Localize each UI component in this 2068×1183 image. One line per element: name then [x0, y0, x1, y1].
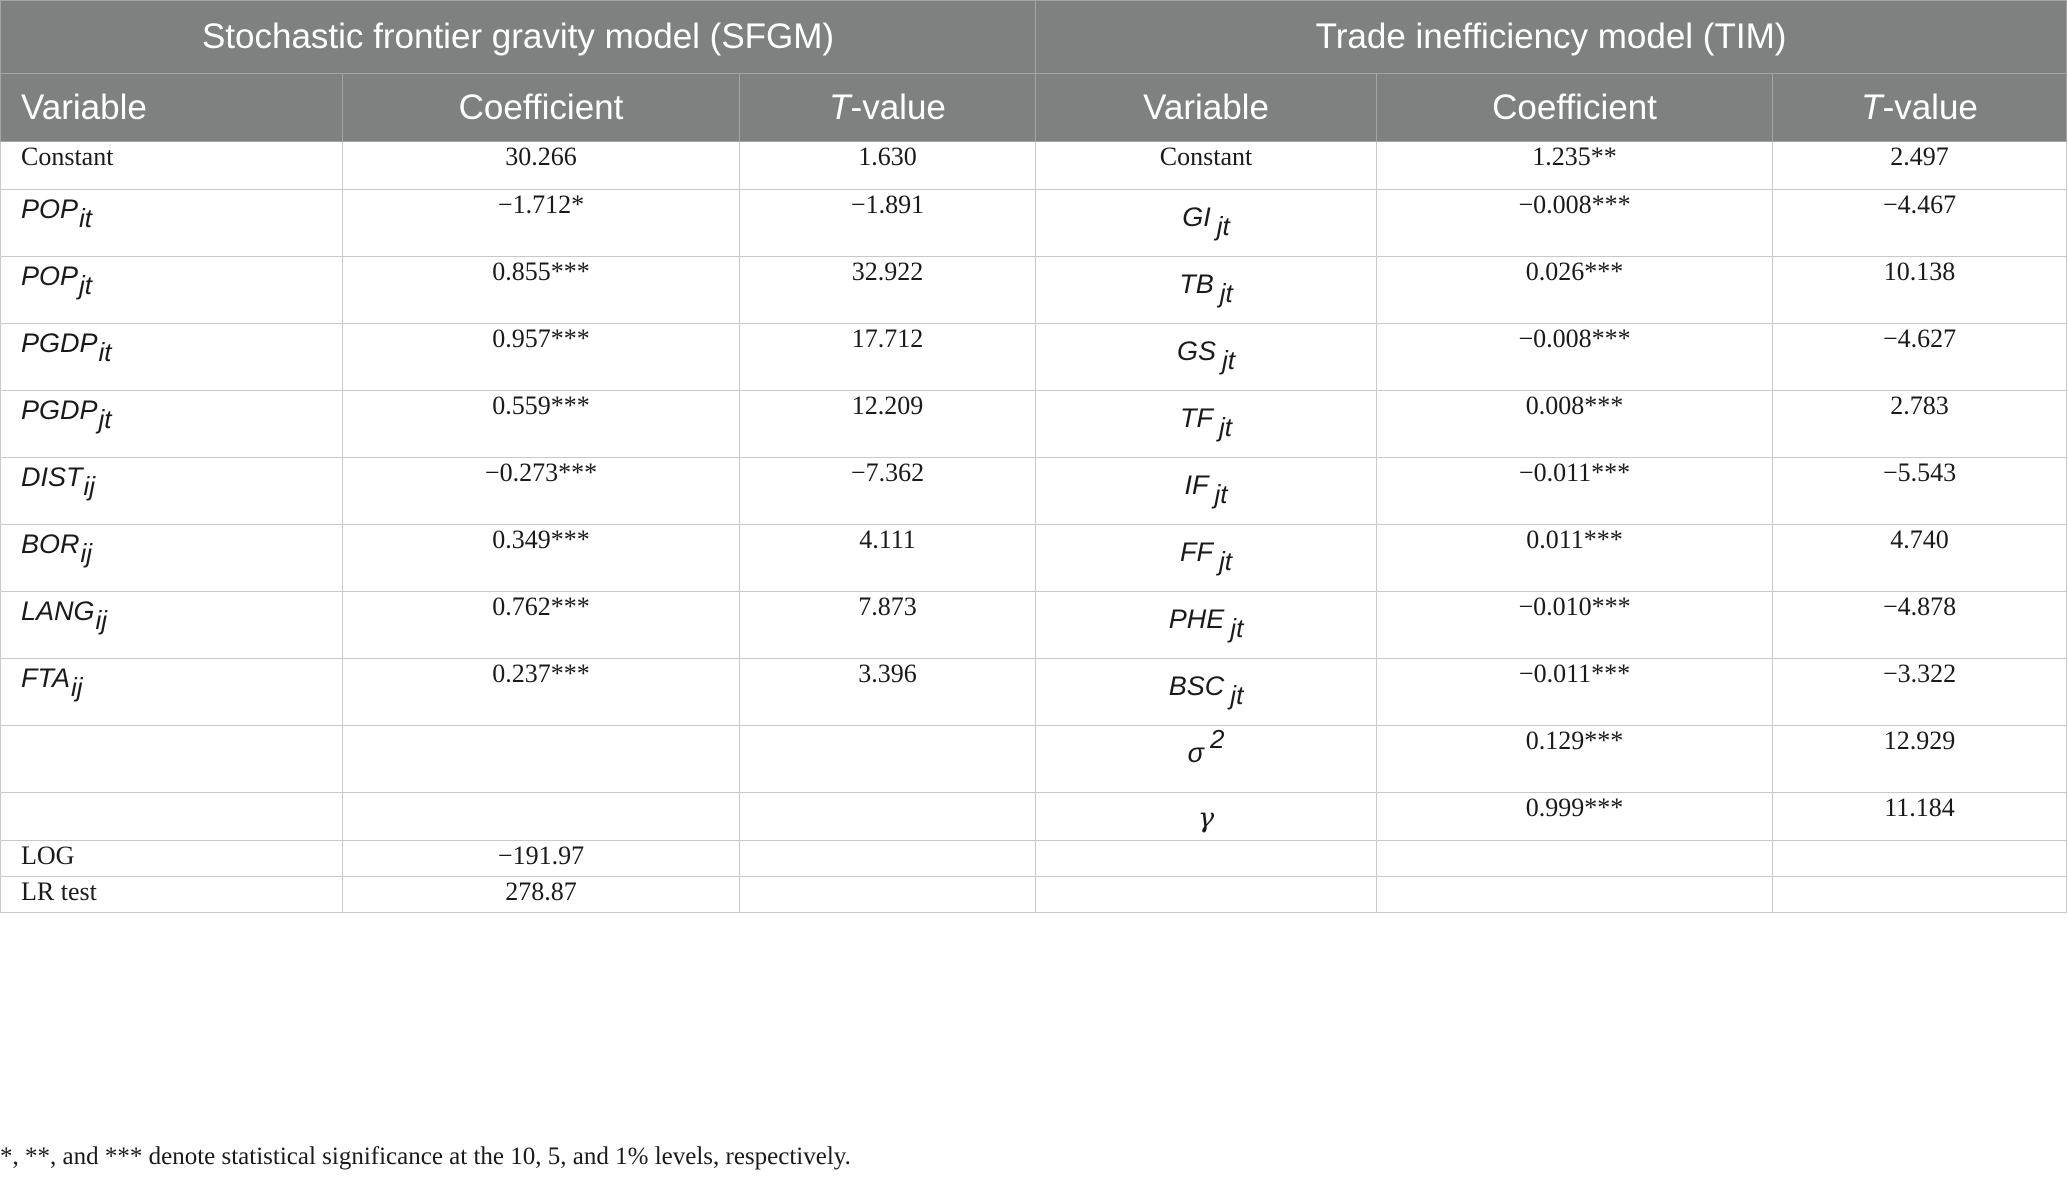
- variable-base: GI: [1182, 202, 1211, 232]
- variable-symbol: [21, 395, 112, 434]
- variable-symbol: [1184, 470, 1228, 509]
- sfgm-tvalue-cell: −7.362: [740, 458, 1036, 525]
- variable-symbol: [21, 663, 83, 702]
- sfgm-variable-cell: [1, 592, 343, 659]
- tim-tvalue-cell-empty: [1773, 877, 2067, 913]
- variable-base: PGDP: [21, 395, 98, 425]
- tim-variable-cell-empty: [1036, 877, 1377, 913]
- variable-subscript: jt: [1216, 211, 1230, 241]
- tim-coefficient-cell: −0.008***: [1377, 190, 1773, 257]
- tim-variable-cell: [1036, 592, 1377, 659]
- variable-symbol: [21, 462, 96, 501]
- sfgm-coefficient-cell: 0.855***: [343, 257, 740, 324]
- table-row: [1, 190, 2067, 257]
- variable-base: BOR: [21, 529, 80, 559]
- sfgm-coefficient-cell: −1.712*: [343, 190, 740, 257]
- tim-tvalue-cell: 11.184: [1773, 793, 2067, 841]
- sfgm-coefficient-cell: 0.957***: [343, 324, 740, 391]
- sigma-squared-symbol: [1187, 724, 1225, 769]
- tim-coefficient-cell: −0.010***: [1377, 592, 1773, 659]
- table-row: [1, 391, 2067, 458]
- tvalue-prefix: T: [1861, 87, 1883, 127]
- sfgm-coefficient-cell: −191.97: [343, 841, 740, 877]
- sfgm-coefficient-cell-empty: [343, 726, 740, 793]
- variable-subscript: jt: [1219, 278, 1233, 308]
- sfgm-variable-cell: [1, 190, 343, 257]
- tim-coefficient-header: Coefficient: [1377, 74, 1773, 142]
- sfgm-tvalue-cell-empty: [740, 726, 1036, 793]
- table-row: [1, 324, 2067, 391]
- variable-subscript: jt: [1219, 546, 1233, 576]
- tvalue-suffix: -value: [850, 87, 946, 127]
- variable-base: PGDP: [21, 328, 98, 358]
- sfgm-variable-cell: [1, 257, 343, 324]
- variable-subscript: ij: [71, 672, 83, 702]
- table-row-lr-test: [1, 877, 2067, 913]
- tim-coefficient-cell-empty: [1377, 841, 1773, 877]
- tim-tvalue-cell: 2.783: [1773, 391, 2067, 458]
- tim-coefficient-cell-empty: [1377, 877, 1773, 913]
- tim-group-header: Trade inefficiency model (TIM): [1036, 1, 2067, 74]
- sfgm-variable-cell: [1, 324, 343, 391]
- tim-variable-cell: [1036, 726, 1377, 793]
- variable-base: POP: [21, 261, 79, 291]
- variable-base: IF: [1184, 470, 1209, 500]
- sfgm-coefficient-cell: 278.87: [343, 877, 740, 913]
- variable-symbol: [1179, 269, 1233, 308]
- sfgm-variable-header: Variable: [1, 74, 343, 142]
- tim-tvalue-header: [1773, 74, 2067, 142]
- sfgm-variable-cell: LR test: [1, 877, 343, 913]
- table-row-log: [1, 841, 2067, 877]
- sfgm-tvalue-header: [740, 74, 1036, 142]
- variable-symbol: [21, 529, 93, 568]
- tim-coefficient-cell: 0.129***: [1377, 726, 1773, 793]
- group-header-row: [1, 1, 2067, 74]
- table-row: [1, 257, 2067, 324]
- tim-coefficient-cell: 0.999***: [1377, 793, 1773, 841]
- tvalue-prefix: T: [829, 87, 851, 127]
- variable-symbol: [1182, 202, 1230, 241]
- variable-subscript: jt: [1219, 412, 1233, 442]
- tim-tvalue-cell: −5.543: [1773, 458, 2067, 525]
- variable-symbol: [1177, 336, 1236, 375]
- tim-variable-cell: [1036, 659, 1377, 726]
- tim-coefficient-cell: 0.008***: [1377, 391, 1773, 458]
- variable-subscript: ij: [83, 471, 96, 501]
- tim-variable-cell: [1036, 525, 1377, 592]
- variable-symbol: [1180, 403, 1233, 442]
- sfgm-tvalue-cell: 17.712: [740, 324, 1036, 391]
- table-row-sigma-squared: [1, 726, 2067, 793]
- tim-tvalue-cell: −4.627: [1773, 324, 2067, 391]
- variable-symbol: [1168, 671, 1244, 710]
- variable-base: TB: [1179, 269, 1214, 299]
- sfgm-tvalue-cell: 7.873: [740, 592, 1036, 659]
- variable-subscript: ij: [95, 605, 108, 635]
- sfgm-variable-cell: [1, 391, 343, 458]
- table-row-gamma: [1, 793, 2067, 841]
- variable-base: FTA: [21, 663, 70, 693]
- variable-base: TF: [1180, 403, 1214, 433]
- sfgm-variable-cell: LOG: [1, 841, 343, 877]
- tim-variable-cell: [1036, 391, 1377, 458]
- variable-base: σ: [1187, 738, 1204, 768]
- tim-coefficient-cell: 0.011***: [1377, 525, 1773, 592]
- tim-coefficient-cell: 1.235**: [1377, 142, 1773, 190]
- tim-variable-cell: [1036, 324, 1377, 391]
- tim-variable-cell: [1036, 190, 1377, 257]
- sfgm-coefficient-cell: 0.559***: [343, 391, 740, 458]
- tim-variable-cell-empty: [1036, 841, 1377, 877]
- sfgm-tvalue-cell: −1.891: [740, 190, 1036, 257]
- sfgm-tvalue-cell-empty: [740, 841, 1036, 877]
- sfgm-tvalue-cell: 32.922: [740, 257, 1036, 324]
- variable-symbol: [21, 261, 93, 300]
- tim-tvalue-cell: 4.740: [1773, 525, 2067, 592]
- table-row: [1, 659, 2067, 726]
- sfgm-coefficient-cell: 0.762***: [343, 592, 740, 659]
- gamma-symbol: γ: [1197, 803, 1215, 834]
- tim-coefficient-cell: −0.008***: [1377, 324, 1773, 391]
- variable-base: FF: [1180, 537, 1214, 567]
- sfgm-coefficient-cell: −0.273***: [343, 458, 740, 525]
- sfgm-tvalue-cell: 4.111: [740, 525, 1036, 592]
- table-row: [1, 458, 2067, 525]
- tim-coefficient-cell: −0.011***: [1377, 458, 1773, 525]
- tim-variable-cell: Constant: [1036, 142, 1377, 190]
- sfgm-variable-cell: Constant: [1, 142, 343, 190]
- variable-subscript: jt: [1230, 613, 1244, 643]
- variable-base: POP: [21, 194, 79, 224]
- variable-subscript: it: [79, 203, 93, 233]
- tim-variable-cell: [1036, 458, 1377, 525]
- tim-tvalue-cell: 2.497: [1773, 142, 2067, 190]
- variable-base: GS: [1177, 336, 1217, 366]
- sfgm-variable-cell: [1, 458, 343, 525]
- tim-variable-cell: [1036, 793, 1377, 841]
- variable-subscript: ij: [80, 538, 93, 568]
- variable-symbol: [21, 194, 93, 233]
- variable-base: LANG: [21, 596, 95, 626]
- sfgm-variable-cell: [1, 659, 343, 726]
- variable-symbol: [1180, 537, 1233, 576]
- tim-tvalue-cell: 12.929: [1773, 726, 2067, 793]
- table-row: [1, 525, 2067, 592]
- variable-subscript: jt: [1230, 680, 1244, 710]
- sfgm-variable-cell-empty: [1, 726, 343, 793]
- tim-coefficient-cell: −0.011***: [1377, 659, 1773, 726]
- variable-subscript: jt: [1214, 479, 1228, 509]
- tim-tvalue-cell-empty: [1773, 841, 2067, 877]
- sfgm-tvalue-cell: 12.209: [740, 391, 1036, 458]
- sfgm-group-header: Stochastic frontier gravity model (SFGM): [1, 1, 1036, 74]
- sfgm-variable-cell-empty: [1, 793, 343, 841]
- tim-tvalue-cell: −3.322: [1773, 659, 2067, 726]
- variable-symbol: [21, 596, 108, 635]
- tim-variable-cell: [1036, 257, 1377, 324]
- significance-footnote: *, **, and *** denote statistical significance at the 10, 5, and 1% levels, respectively.: [0, 1143, 851, 1170]
- table-row: [1, 592, 2067, 659]
- variable-subscript: jt: [79, 270, 93, 300]
- variable-base: DIST: [21, 462, 83, 492]
- tim-coefficient-cell: 0.026***: [1377, 257, 1773, 324]
- variable-subscript: jt: [98, 404, 112, 434]
- sfgm-tvalue-cell: 3.396: [740, 659, 1036, 726]
- variable-subscript: jt: [1222, 345, 1236, 375]
- tim-tvalue-cell: 10.138: [1773, 257, 2067, 324]
- tim-tvalue-cell: −4.467: [1773, 190, 2067, 257]
- variable-superscript: 2: [1209, 724, 1225, 754]
- tim-tvalue-cell: −4.878: [1773, 592, 2067, 659]
- sfgm-coefficient-header: Coefficient: [343, 74, 740, 142]
- sfgm-variable-cell: [1, 525, 343, 592]
- table-row-constant: [1, 142, 2067, 190]
- sfgm-coefficient-cell-empty: [343, 793, 740, 841]
- sfgm-tvalue-cell-empty: [740, 793, 1036, 841]
- variable-subscript: it: [98, 337, 112, 367]
- variable-base: PHE: [1168, 604, 1225, 634]
- variable-base: BSC: [1168, 671, 1225, 701]
- tim-variable-header: Variable: [1036, 74, 1377, 142]
- variable-symbol: [1168, 604, 1244, 643]
- sfgm-coefficient-cell: 0.349***: [343, 525, 740, 592]
- sfgm-coefficient-cell: 30.266: [343, 142, 740, 190]
- tvalue-suffix: -value: [1882, 87, 1978, 127]
- sfgm-tvalue-cell-empty: [740, 877, 1036, 913]
- variable-symbol: [21, 328, 112, 367]
- column-header-row: [1, 74, 2067, 142]
- sfgm-coefficient-cell: 0.237***: [343, 659, 740, 726]
- sfgm-tvalue-cell: 1.630: [740, 142, 1036, 190]
